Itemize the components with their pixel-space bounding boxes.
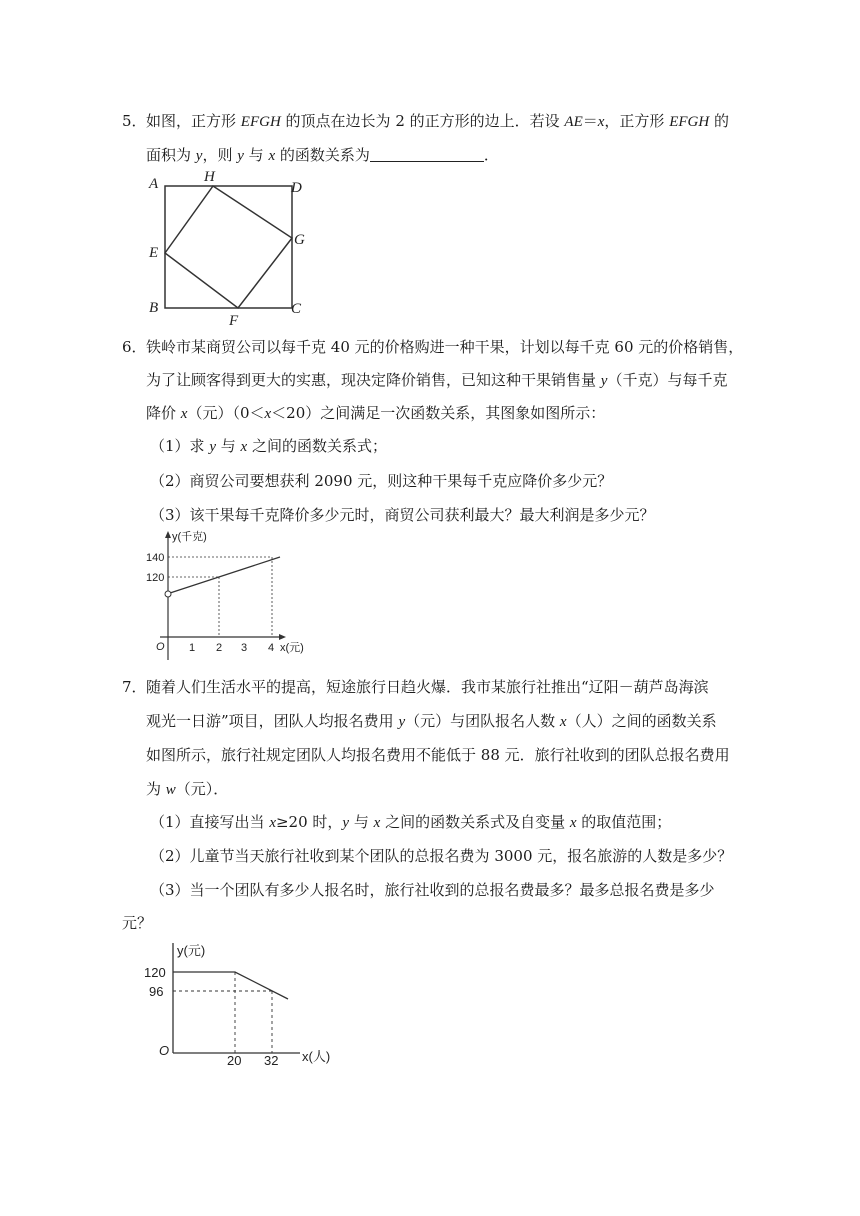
sub-question-2: （2）商贸公司要想获利 2090 元，则这种干果每千克应降价多少元？	[150, 472, 613, 490]
sub-question-3-cont: 元？	[122, 914, 153, 932]
y-tick-120: 120	[146, 572, 165, 584]
graph-q6	[130, 527, 310, 667]
text: 的取值范围；	[576, 813, 672, 831]
math: y	[195, 148, 203, 164]
text: 与	[349, 813, 374, 831]
text: 为	[146, 780, 166, 798]
x-axis-label: x(元)	[280, 642, 304, 654]
text: 的函数关系为	[275, 146, 370, 164]
outer-square	[165, 186, 292, 308]
x-tick-3: 3	[241, 642, 248, 654]
text: 为了让顾客得到更大的实惠，现决定降价销售，已知这种干果销售量	[146, 371, 601, 389]
question-text-line: 随着人们生活水平的提高，短途旅行日趋火爆．我市某旅行社推出“辽阳－葫芦岛海滨	[146, 678, 709, 696]
math: x	[373, 815, 381, 831]
label-h: H	[204, 169, 215, 185]
math: EFGH	[240, 114, 281, 130]
function-line	[173, 972, 288, 999]
x-tick-4: 4	[268, 642, 275, 654]
question-number: 7．	[122, 678, 147, 696]
math: x	[180, 406, 188, 422]
y-axis-label: y(千克)	[172, 531, 207, 543]
open-point	[165, 591, 171, 597]
label-d: D	[291, 180, 302, 196]
math: AE	[564, 114, 583, 130]
text: ．	[483, 146, 499, 164]
text: （1）求	[150, 437, 210, 455]
question-text-line	[146, 111, 729, 132]
x-axis-arrow	[279, 634, 286, 640]
label-f: F	[229, 313, 239, 325]
question-text-line	[146, 711, 717, 732]
math: x	[269, 815, 276, 831]
math: y	[209, 439, 216, 455]
text: 降价	[146, 404, 181, 422]
x-tick-1: 1	[189, 642, 196, 654]
function-line	[170, 557, 280, 593]
graph-q7	[140, 935, 350, 1065]
math: x	[559, 714, 567, 730]
text: 与	[243, 146, 269, 164]
text: 面积为	[146, 146, 196, 164]
text: （元）（0＜	[187, 404, 265, 422]
sub-question-1	[150, 436, 387, 457]
math: EFGH	[669, 114, 710, 130]
question-text-line	[146, 145, 499, 166]
text: （1）直接写出当	[150, 813, 270, 831]
math: x	[240, 439, 248, 455]
y-tick-120: 120	[144, 965, 166, 980]
question-text-line	[146, 370, 727, 391]
text: 观光一日游”项目，团队人均报名费用	[146, 712, 399, 730]
text: （千克）与每千克	[607, 371, 728, 389]
math: y	[398, 714, 406, 730]
text: ＝	[582, 112, 598, 130]
text: ，正方形	[604, 112, 670, 130]
text: ≥20 时，	[275, 813, 343, 831]
origin-label: O	[159, 1043, 170, 1058]
answer-blank[interactable]	[370, 146, 484, 162]
math: y	[342, 815, 350, 831]
text: （元）．	[175, 780, 229, 798]
question-text-line: 如图所示，旅行社规定团队人均报名费用不能低于 88 元．旅行社收到的团队总报名费用	[146, 746, 730, 764]
inner-square-efgh	[165, 186, 292, 308]
sub-question-3: （3）该干果每千克降价多少元时，商贸公司获利最大？最大利润是多少元？	[150, 506, 655, 524]
question-text-line	[146, 403, 605, 424]
math: x	[569, 815, 577, 831]
sub-question-2: （2）儿童节当天旅行社收到某个团队的总报名费为 3000 元，报名旅游的人数是多少？	[150, 847, 733, 865]
label-c: C	[291, 301, 302, 317]
y-tick-96: 96	[149, 984, 164, 999]
math: x	[264, 406, 272, 422]
question-text-line: 铁岭市某商贸公司以每千克 40 元的价格购进一种干果，计划以每千克 60 元的价格销售，	[146, 338, 744, 356]
y-axis-label: y(元)	[177, 943, 206, 958]
text: 之间的函数关系式；	[247, 437, 387, 455]
label-g: G	[294, 232, 305, 248]
math: x	[597, 114, 605, 130]
y-axis-arrow	[165, 531, 171, 538]
question-number: 6．	[122, 338, 147, 356]
label-b: B	[149, 300, 159, 316]
y-tick-140: 140	[146, 552, 165, 564]
label-e: E	[149, 245, 159, 261]
sub-question-1	[150, 812, 671, 833]
math: y	[600, 373, 608, 389]
text: 的	[709, 112, 729, 130]
text: 如图，正方形	[146, 112, 241, 130]
question-text-line	[146, 779, 228, 800]
text: 与	[215, 437, 241, 455]
text: ＜20）之间满足一次函数关系，其图象如图所示：	[271, 404, 606, 422]
text: 的顶点在边长为 2 的正方形的边上．若设	[280, 112, 565, 130]
x-axis-label: x(人)	[302, 1049, 331, 1064]
square-figure	[140, 165, 320, 325]
text: ，则	[202, 146, 238, 164]
text: 之间的函数关系式及自变量	[380, 813, 570, 831]
x-tick-32: 32	[264, 1053, 279, 1065]
math: w	[165, 782, 176, 798]
text: （人）之间的函数关系	[566, 712, 717, 730]
x-tick-2: 2	[216, 642, 223, 654]
text: （元）与团队报名人数	[405, 712, 560, 730]
math: x	[268, 148, 276, 164]
x-tick-20: 20	[227, 1053, 242, 1065]
math: y	[237, 148, 244, 164]
label-a: A	[149, 176, 159, 192]
question-number: 5．	[122, 112, 147, 130]
sub-question-3: （3）当一个团队有多少人报名时，旅行社收到的总报名费最多？最多总报名费是多少	[150, 881, 715, 899]
origin-label: O	[156, 641, 165, 653]
